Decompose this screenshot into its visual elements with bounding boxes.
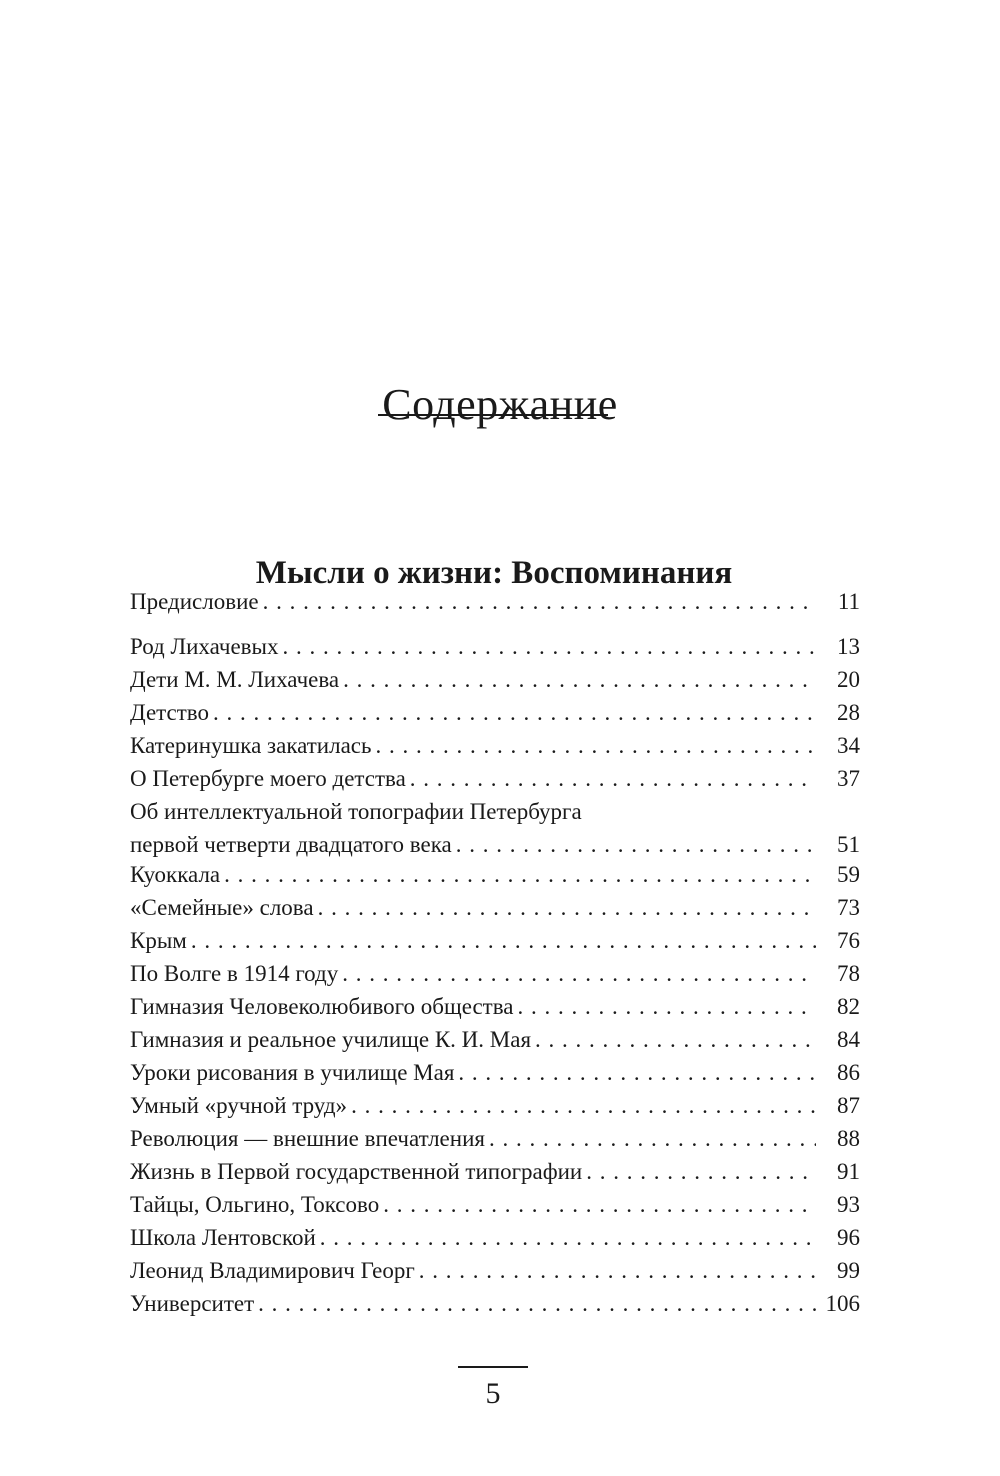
- toc-entry-title: Дети М. М. Лихачева: [130, 667, 340, 692]
- toc-entry[interactable]: [130, 1221, 860, 1254]
- toc-entry-title: Университет: [130, 1291, 255, 1316]
- dot-leader: [224, 858, 816, 891]
- toc-entry-page: 34: [837, 733, 860, 758]
- toc-entry[interactable]: [130, 858, 860, 891]
- toc-entry[interactable]: [130, 729, 860, 762]
- toc-entry[interactable]: [130, 1023, 860, 1056]
- toc-entry-page: 20: [837, 667, 860, 692]
- toc-entry-title: Уроки рисования в училище Мая: [130, 1060, 455, 1085]
- toc-entry-page: 106: [825, 1291, 860, 1316]
- dot-leader: [343, 663, 816, 696]
- toc-entry[interactable]: [130, 696, 860, 729]
- toc-entry-page: 88: [837, 1126, 860, 1151]
- toc-entry-title: Революция — внешние впечатления: [130, 1126, 485, 1151]
- dot-leader: [419, 1254, 816, 1287]
- toc-entry[interactable]: [130, 990, 860, 1023]
- toc-entry[interactable]: [130, 1188, 860, 1221]
- dot-leader: [489, 1122, 816, 1155]
- toc-entry[interactable]: [130, 1155, 860, 1188]
- dot-leader: [351, 1089, 816, 1122]
- toc-entry-title: Умный «ручной труд»: [130, 1093, 348, 1118]
- toc-entry[interactable]: [130, 1122, 860, 1155]
- toc-entry-title: Крым: [130, 928, 187, 953]
- toc-entry-page: 51: [837, 832, 860, 857]
- toc-entry[interactable]: [130, 1287, 860, 1320]
- title-rule: [378, 414, 608, 416]
- toc-entry-page: 59: [837, 862, 860, 887]
- toc-entry-title-line1: Об интеллектуальной топографии Петербурга: [130, 799, 582, 824]
- toc-entry[interactable]: [130, 924, 860, 957]
- toc-entry[interactable]: [130, 1056, 860, 1089]
- toc-entry-title: первой четверти двадцатого века: [130, 832, 452, 857]
- dot-leader: [263, 585, 816, 618]
- toc-entry-page: 82: [837, 994, 860, 1019]
- toc-entry-page: 87: [837, 1093, 860, 1118]
- toc-entry-page: 11: [837, 589, 860, 614]
- toc-entry-title: Катеринушка закатилась: [130, 733, 372, 758]
- section-title: Мысли о жизни: Воспоминания: [255, 555, 733, 592]
- toc-entry-title: Гимназия Человеколюбивого общества: [130, 994, 514, 1019]
- toc-entry-title: Гимназия и реальное училище К. И. Мая: [130, 1027, 532, 1052]
- toc-entry-page: 76: [837, 928, 860, 953]
- dot-leader: [518, 990, 817, 1023]
- dot-leader: [376, 729, 817, 762]
- toc-entry[interactable]: [130, 663, 860, 696]
- toc-entry-preface[interactable]: [130, 585, 860, 618]
- toc-entry-title: Предисловие: [130, 589, 259, 614]
- page-title: Содержание: [382, 380, 618, 430]
- toc-entry-page: 86: [837, 1060, 860, 1085]
- toc-entry-title: «Семейные» слова: [130, 895, 314, 920]
- dot-leader: [191, 924, 816, 957]
- toc-entry-page: 78: [837, 961, 860, 986]
- dot-leader: [283, 630, 817, 663]
- page-number: 5: [485, 1377, 501, 1410]
- toc-entry-title: По Волге в 1914 году: [130, 961, 339, 986]
- toc-entry[interactable]: [130, 795, 860, 861]
- dot-leader: [213, 696, 816, 729]
- toc-entry[interactable]: [130, 891, 860, 924]
- dot-leader: [318, 891, 816, 924]
- dot-leader: [258, 1287, 816, 1320]
- dot-leader: [586, 1155, 816, 1188]
- toc-entry-title: О Петербурге моего детства: [130, 766, 406, 791]
- toc-entry-page: 99: [837, 1258, 860, 1283]
- toc-entry-title: Детство: [130, 700, 209, 725]
- toc-entry-title: Леонид Владимирович Георг: [130, 1258, 415, 1283]
- toc-entry[interactable]: [130, 1254, 860, 1287]
- toc-entry-page: 37: [837, 766, 860, 791]
- toc-entry-title: Тайцы, Ольгино, Токсово: [130, 1192, 380, 1217]
- toc-entry[interactable]: [130, 1089, 860, 1122]
- toc-entry-title: Жизнь в Первой государственной типографии: [130, 1159, 583, 1184]
- toc-entry[interactable]: [130, 630, 860, 663]
- toc-entry-page: 96: [837, 1225, 860, 1250]
- toc-entry[interactable]: [130, 762, 860, 795]
- toc-entry-page: 91: [837, 1159, 860, 1184]
- dot-leader: [383, 1188, 816, 1221]
- dot-leader: [456, 828, 816, 861]
- toc-entry-page: 93: [837, 1192, 860, 1217]
- toc-entry-title: Куоккала: [130, 862, 221, 887]
- dot-leader: [535, 1023, 816, 1056]
- toc-entry-title: Школа Лентовской: [130, 1225, 316, 1250]
- folio-rule: [458, 1366, 528, 1368]
- dot-leader: [458, 1056, 816, 1089]
- toc-entry-page: 13: [837, 634, 860, 659]
- dot-leader: [342, 957, 816, 990]
- toc-entry-page: 28: [837, 700, 860, 725]
- dot-leader: [320, 1221, 816, 1254]
- toc-entry[interactable]: [130, 957, 860, 990]
- toc-entry-page: 73: [837, 895, 860, 920]
- toc-entry-title: Род Лихачевых: [130, 634, 279, 659]
- dot-leader: [410, 762, 816, 795]
- toc-entry-page: 84: [837, 1027, 860, 1052]
